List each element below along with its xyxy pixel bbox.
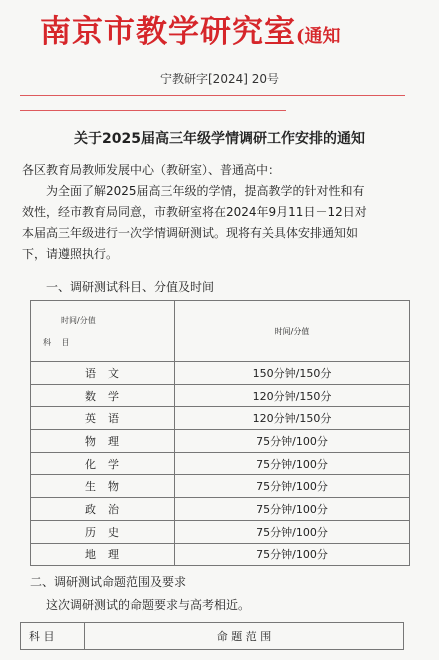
- subject-cell: 地理: [31, 543, 175, 566]
- section-2-heading: 二、调研测试命题范围及要求: [30, 575, 187, 589]
- time-score-cell: 120分钟/150分: [175, 407, 410, 430]
- subject-cell: 英语: [31, 407, 175, 430]
- time-score-cell: 75分钟/100分: [175, 452, 410, 475]
- time-score-cell: 120分钟/150分: [175, 384, 410, 407]
- table-row: [31, 407, 410, 430]
- scope-subject-header: 科 目: [21, 623, 85, 650]
- table-row: [31, 543, 410, 566]
- table-row: [31, 362, 410, 385]
- subject-cell: 历史: [31, 520, 175, 543]
- time-score-cell: 75分钟/100分: [175, 430, 410, 453]
- time-score-cell: 75分钟/100分: [175, 475, 410, 498]
- subject-cell: 政治: [31, 498, 175, 521]
- subject-cell: 数学: [31, 384, 175, 407]
- section-1-heading: 一、调研测试科目、分值及时间: [46, 280, 215, 294]
- scope-range-header: 命 题 范 围: [85, 623, 404, 650]
- subject-cell: 化学: [31, 452, 175, 475]
- table-row: [31, 498, 410, 521]
- document-number: 宁教研字[2024] 20号: [160, 72, 279, 86]
- table-row: [31, 452, 410, 475]
- recipients-line: 各区教育局教师发展中心（教研室）、普通高中：: [22, 163, 281, 177]
- body-line: 为全面了解2025届高三年级的学情，提高教学的针对性和有: [46, 184, 365, 198]
- body-line: 下，请遵照执行。: [22, 247, 119, 261]
- subject-cell: 物理: [31, 430, 175, 453]
- time-score-cell: 150分钟/150分: [175, 362, 410, 385]
- subject-cell: 语文: [31, 362, 175, 385]
- time-score-cell: 75分钟/100分: [175, 498, 410, 521]
- scope-table: [20, 622, 404, 650]
- table-row: [31, 520, 410, 543]
- header-time-score-column: 时间/分值: [175, 301, 410, 362]
- table-row: [31, 475, 410, 498]
- table-row: [31, 430, 410, 453]
- time-score-cell: 75分钟/100分: [175, 543, 410, 566]
- table-header-row: [31, 301, 410, 362]
- red-divider-short: [20, 110, 286, 111]
- letterhead: [40, 6, 341, 51]
- letterhead-org: 南京市教学研究室: [40, 14, 296, 50]
- subject-cell: 生物: [31, 475, 175, 498]
- document-title: 关于2025届高三年级学情调研工作安排的通知: [74, 131, 365, 147]
- header-time-score-label: 时间/分值: [61, 316, 96, 325]
- table-row: [31, 384, 410, 407]
- red-divider: [20, 95, 405, 96]
- time-score-cell: 75分钟/100分: [175, 520, 410, 543]
- body-line: 效性，经市教育局同意，市教研室将在2024年9月11日－12日对: [22, 205, 367, 219]
- subjects-schedule-table: [30, 300, 410, 566]
- section-2-text: 这次调研测试的命题要求与高考相近。: [46, 598, 251, 612]
- body-line: 本届高三年级进行一次学情调研测试。现将有关具体安排通知如: [22, 226, 359, 240]
- header-subject-label: 科 目: [43, 338, 74, 347]
- letterhead-suffix: (通知: [296, 26, 341, 47]
- table-header-row: [21, 623, 404, 650]
- table-header-diagonal-cell: [31, 301, 175, 362]
